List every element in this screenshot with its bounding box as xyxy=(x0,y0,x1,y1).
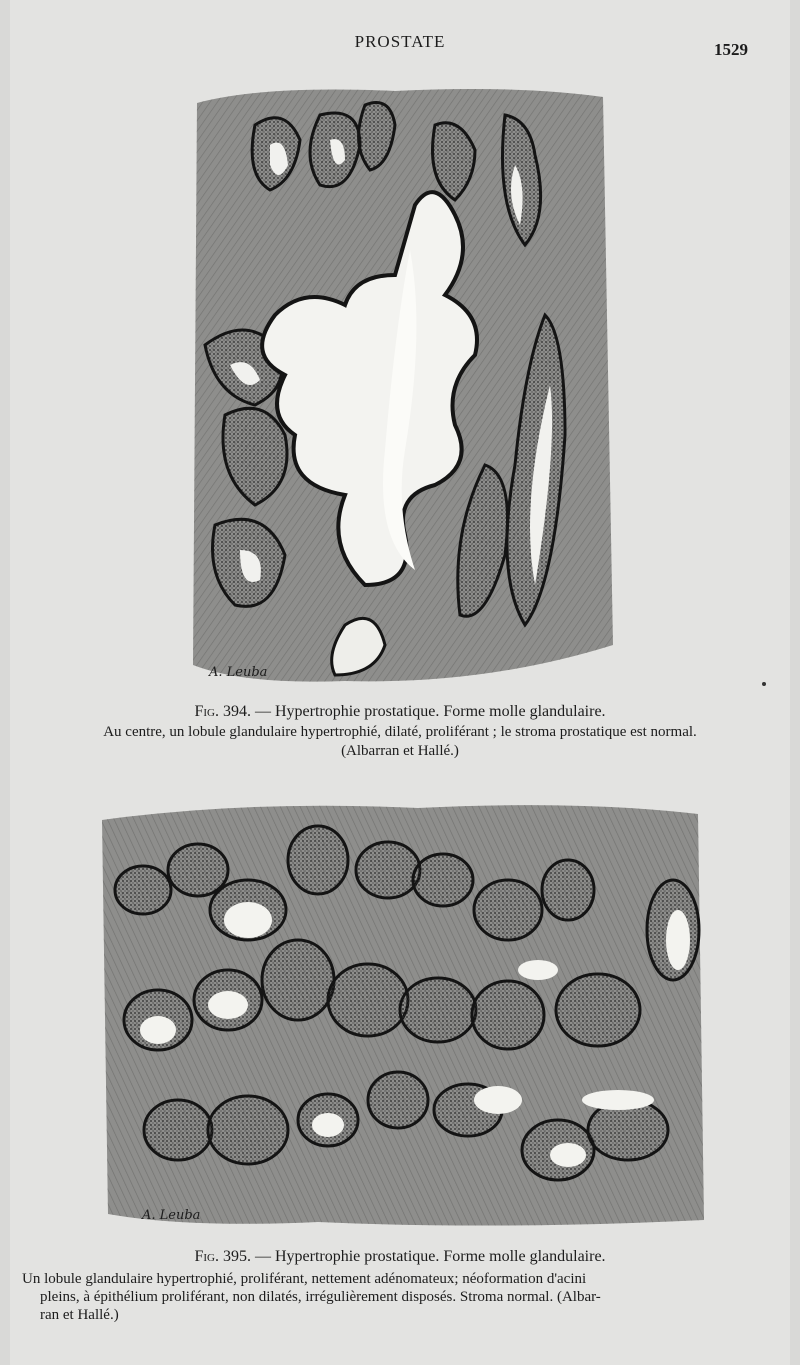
running-header: PROSTATE xyxy=(354,32,446,51)
page-number: 1529 xyxy=(714,40,748,59)
figure-395-caption-title xyxy=(10,1248,790,1266)
figure-395-caption-line1: Un lobule glandulaire hypertrophié, proliférant, nettement adénomateux; néoformation d'acini xyxy=(22,1271,587,1287)
figure-394-caption-title xyxy=(10,703,790,721)
figure-395-engraving xyxy=(98,800,708,1230)
book-page xyxy=(10,0,790,1365)
figure-395-signature: A. Leuba xyxy=(142,1208,201,1223)
figure-395-caption-line3: ran et Hallé.) xyxy=(40,1307,119,1323)
figure-394-illustration xyxy=(185,85,615,685)
figure-394-title-text: — Hypertrophie prostatique. Forme molle glandulaire. xyxy=(250,703,606,720)
figure-395-title-text: — Hypertrophie prostatique. Forme molle glandulaire. xyxy=(250,1248,606,1265)
figure-394-caption-line1: Au centre, un lobule glandulaire hypertrophié, dilaté, proliférant ; le stroma prostatique est normal. xyxy=(103,724,697,740)
figure-394-label: Fig. 394. xyxy=(194,703,251,720)
ink-speck xyxy=(762,682,766,686)
figure-395-label: Fig. 395. xyxy=(194,1248,251,1265)
figure-395-caption-line2: pleins, à épithélium proliférant, non dilatés, irrégulièrement disposés. Stroma normal. (Albar- xyxy=(40,1289,601,1305)
figure-394-engraving xyxy=(185,85,615,685)
figure-394-signature: A. Leuba xyxy=(209,665,268,680)
figure-395-illustration xyxy=(98,800,708,1230)
figure-394-caption-line2: (Albarran et Hallé.) xyxy=(341,743,459,759)
